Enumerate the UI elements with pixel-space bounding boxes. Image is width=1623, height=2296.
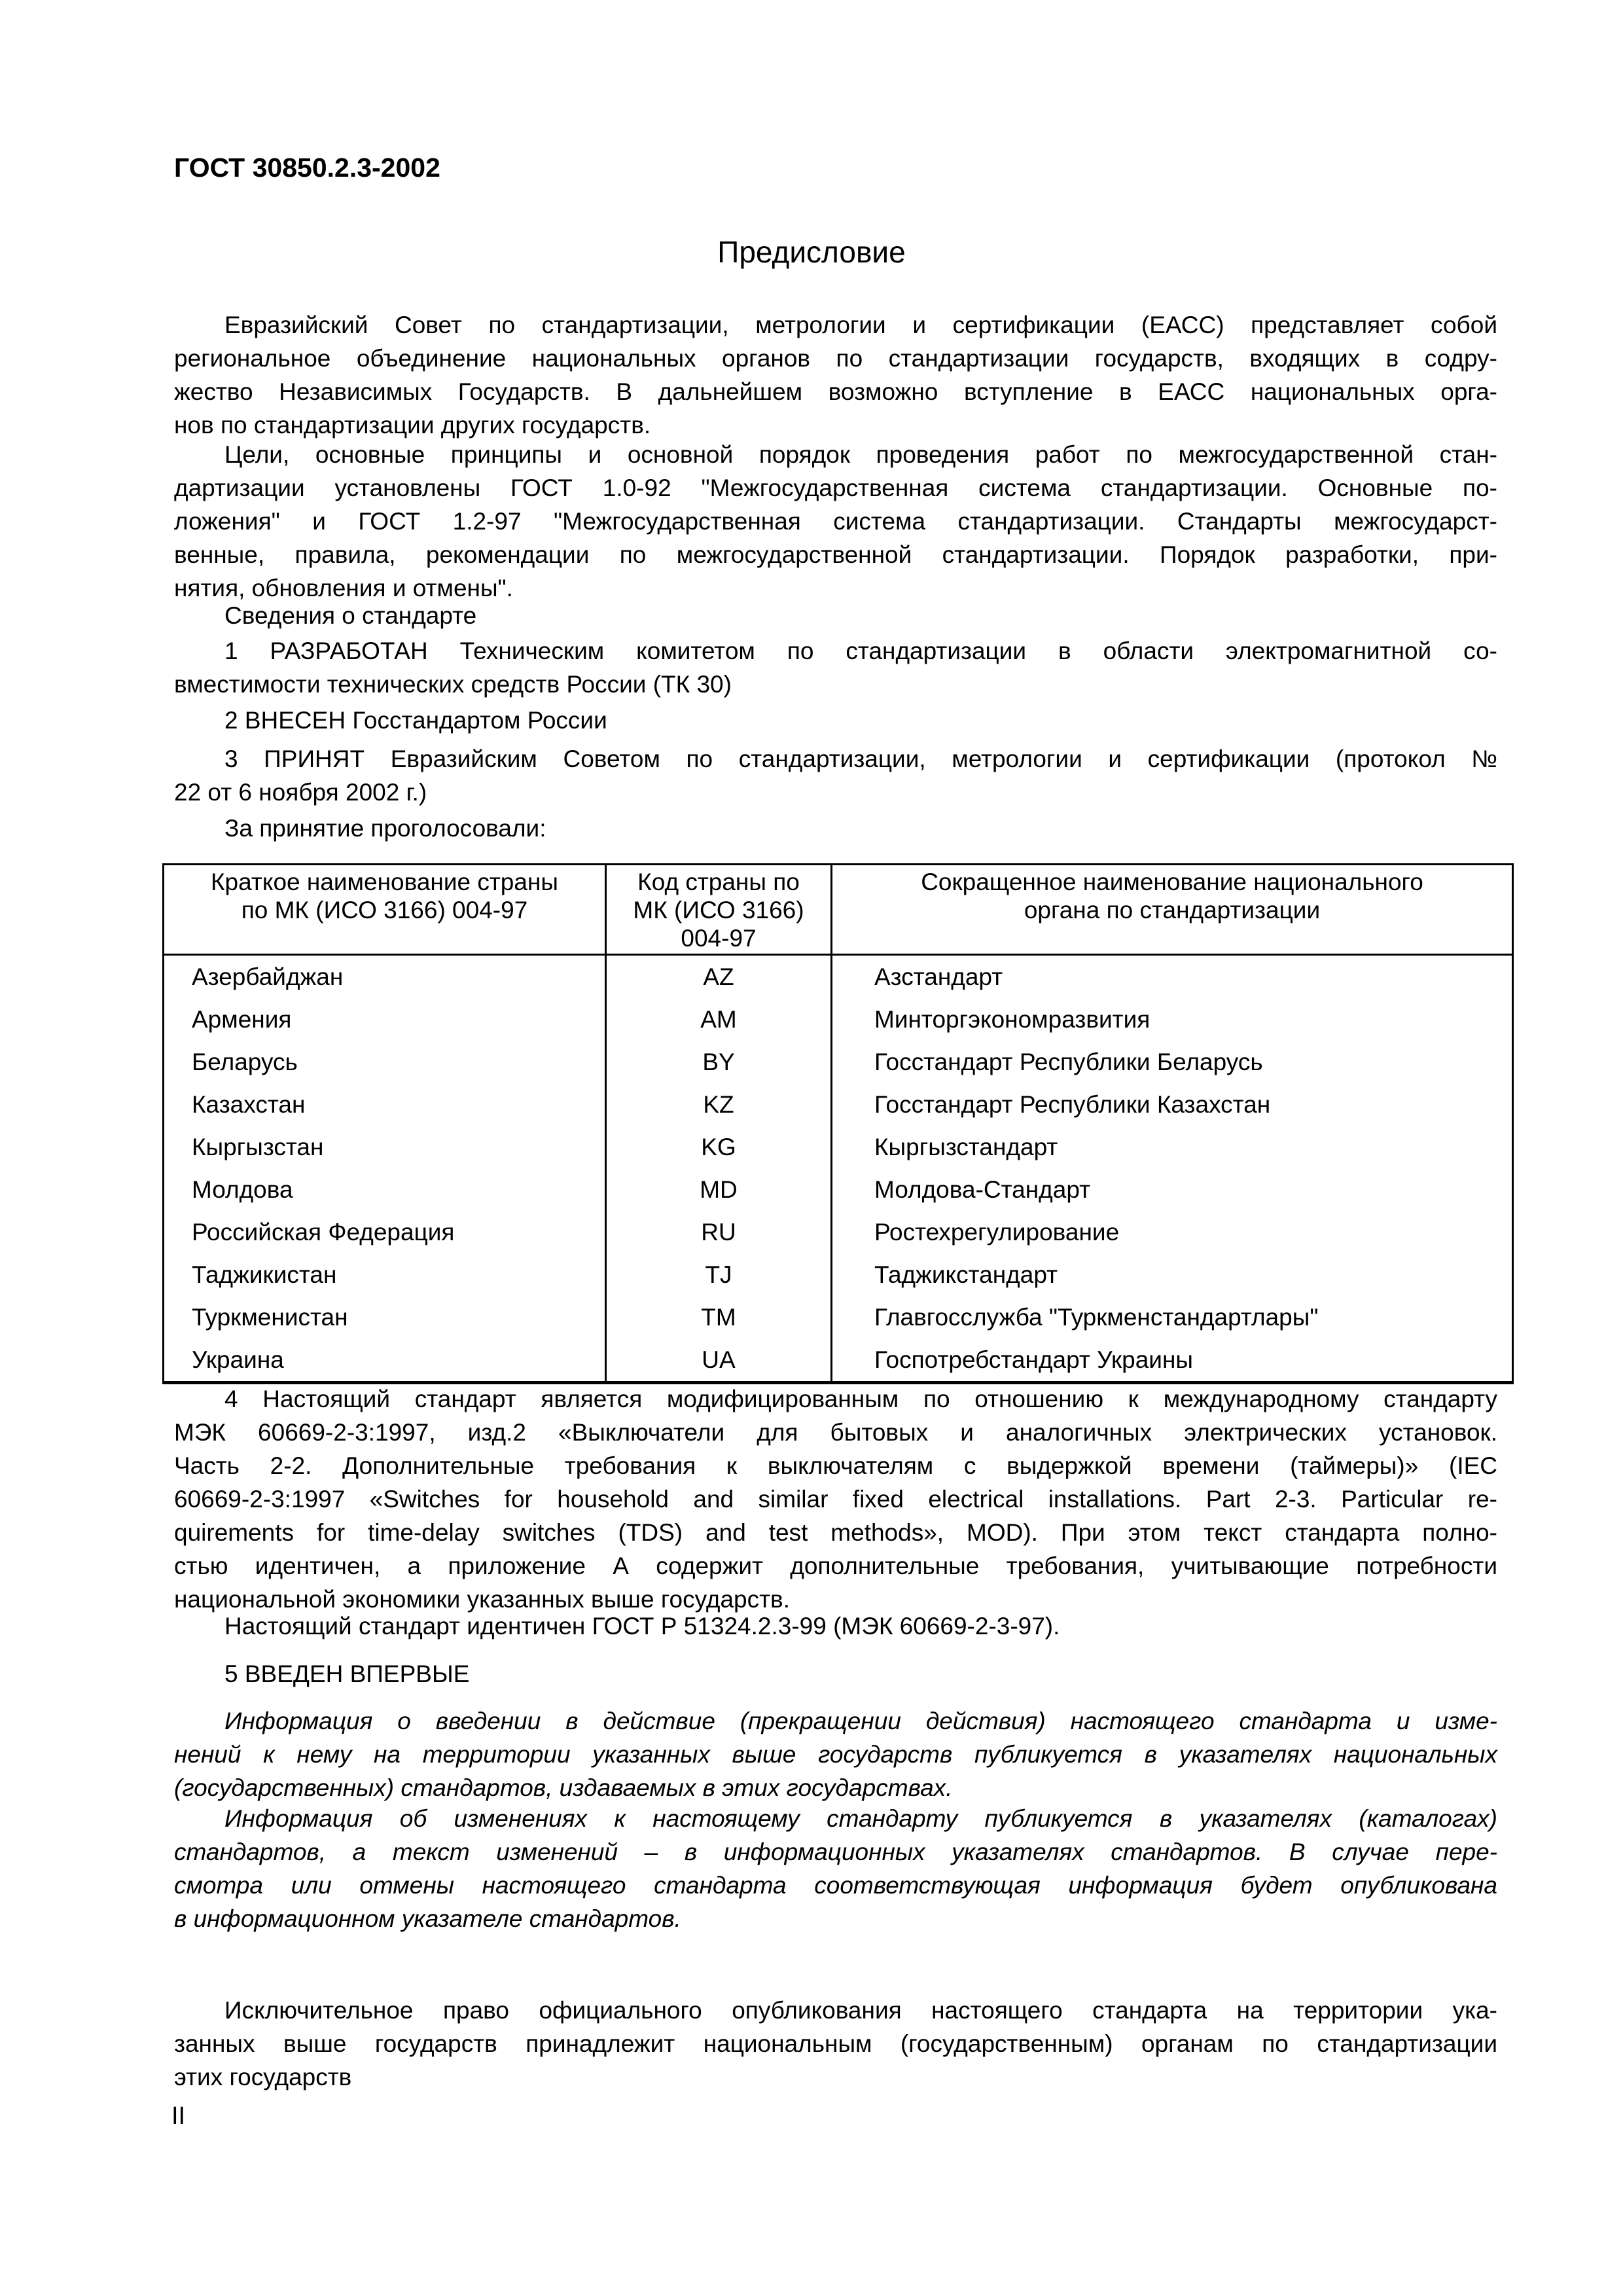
table-row xyxy=(164,1083,1513,1126)
text-line: МЭК 60669-2-3:1997, изд.2 «Выключатели для бытовых и аналогичных электрических установок. xyxy=(174,1419,1497,1446)
table-header-body xyxy=(832,865,1513,955)
country-cell: Российская Федерация xyxy=(164,1211,606,1253)
country-cell: Армения xyxy=(164,998,606,1041)
text-line: нятия, обновления и отмены". xyxy=(174,575,513,601)
header-line: органа по стандартизации xyxy=(1024,897,1321,924)
code-cell: RU xyxy=(606,1211,832,1253)
text-line: Настоящий стандарт идентичен ГОСТ Р 51324.2.3-99 (МЭК 60669-2-3-97). xyxy=(224,1613,1060,1640)
text-line: 1 РАЗРАБОТАН Техническим комитетом по стандартизации в области электромагнитной со- xyxy=(224,637,1497,664)
text-line: жество Независимых Государств. В дальнейшем возможно вступление в ЕАСС национальных орга- xyxy=(174,378,1497,405)
text-line: смотра или отмены настоящего стандарта соответствующая информация будет опубликована xyxy=(174,1872,1497,1899)
table-row xyxy=(164,1253,1513,1296)
paragraph-goals xyxy=(174,438,1497,605)
body-cell: Госстандарт Республики Беларусь xyxy=(832,1041,1513,1083)
body-cell: Главгосслужба "Туркменстандартлары" xyxy=(832,1296,1513,1338)
header-line: 004-97 xyxy=(681,925,757,952)
body-cell: Госстандарт Республики Казахстан xyxy=(832,1083,1513,1126)
text-line: вместимости технических средств России (ТК 30) xyxy=(174,671,732,698)
paragraph-voted xyxy=(174,812,1497,845)
paragraph-info-heading xyxy=(174,599,1497,632)
paragraph-item-5 xyxy=(174,1657,1497,1691)
text-line: Часть 2-2. Дополнительные требования к выключателям с выдержкой времени (таймеры)» (IEC xyxy=(174,1452,1497,1479)
text-line: (государственных) стандартов, издаваемых в этих государствах. xyxy=(174,1774,953,1801)
header-line: Краткое наименование страны xyxy=(211,869,558,895)
table-row xyxy=(164,1338,1513,1383)
voting-table xyxy=(162,863,1514,1384)
page-title: Предисловие xyxy=(717,235,906,269)
country-cell: Беларусь xyxy=(164,1041,606,1083)
text-line: Информация о введении в действие (прекращении действия) настоящего стандарта и изме- xyxy=(224,1708,1497,1734)
paragraph-info-italic-2 xyxy=(174,1802,1497,1935)
paragraph-item-2 xyxy=(174,704,1497,737)
text-line: нов по стандартизации других государств. xyxy=(174,412,651,439)
paragraph-item-4 xyxy=(174,1382,1497,1616)
code-cell: TJ xyxy=(606,1253,832,1296)
document-header: ГОСТ 30850.2.3-2002 xyxy=(174,152,440,183)
header-line: Сокращенное наименование национального xyxy=(921,869,1423,895)
text-line: дартизации установлены ГОСТ 1.0-92 "Межгосударственная система стандартизации. Основные по- xyxy=(174,475,1497,501)
text-line: quirements for time-delay switches (TDS) and test methods», MOD). При этом текст стандарта полно- xyxy=(174,1519,1497,1546)
text-line: Евразийский Совет по стандартизации, метрологии и сертификации (ЕАСС) представляет собой xyxy=(224,312,1497,338)
code-cell: TM xyxy=(606,1296,832,1338)
table-row xyxy=(164,1296,1513,1338)
text-line: 3 ПРИНЯТ Евразийским Советом по стандартизации, метрологии и сертификации (протокол № xyxy=(224,745,1497,772)
body-cell: Минторгэкономразвития xyxy=(832,998,1513,1041)
text-line: национальной экономики указанных выше государств. xyxy=(174,1586,790,1613)
code-cell: KZ xyxy=(606,1083,832,1126)
paragraph-item-3 xyxy=(174,742,1497,809)
text-line: Цели, основные принципы и основной порядок проведения работ по межгосударственной стан- xyxy=(224,441,1497,468)
header-line: Код страны по xyxy=(637,869,800,895)
country-cell: Туркменистан xyxy=(164,1296,606,1338)
table-row xyxy=(164,955,1513,999)
text-line: занных выше государств принадлежит национальным (государственным) органам по стандартизации xyxy=(174,2030,1497,2057)
body-cell: Кыргызстандарт xyxy=(832,1126,1513,1168)
body-cell: Госпотребстандарт Украины xyxy=(832,1338,1513,1383)
text-line: Исключительное право официального опубликования настоящего стандарта на территории ука- xyxy=(224,1997,1497,2024)
country-cell: Казахстан xyxy=(164,1083,606,1126)
code-cell: UA xyxy=(606,1338,832,1383)
text-line: этих государств xyxy=(174,2064,352,2090)
code-cell: AZ xyxy=(606,955,832,999)
header-line: по МК (ИСО 3166) 004-97 xyxy=(241,897,528,924)
table-row xyxy=(164,998,1513,1041)
paragraph-intro xyxy=(174,308,1497,442)
table-row xyxy=(164,1211,1513,1253)
text-line: Сведения о стандарте xyxy=(224,602,477,629)
body-cell: Азстандарт xyxy=(832,955,1513,999)
text-line: 60669-2-3:1997 «Switches for household and similar fixed electrical installations. Part 2-3. Particular re- xyxy=(174,1486,1497,1513)
paragraph-identical xyxy=(174,1609,1497,1643)
table-header-country xyxy=(164,865,606,955)
code-cell: BY xyxy=(606,1041,832,1083)
table-row xyxy=(164,1041,1513,1083)
body-cell: Молдова-Стандарт xyxy=(832,1168,1513,1211)
body-cell: Таджикстандарт xyxy=(832,1253,1513,1296)
code-cell: KG xyxy=(606,1126,832,1168)
paragraph-copyright xyxy=(174,1994,1497,2094)
text-line: 22 от 6 ноября 2002 г.) xyxy=(174,779,427,806)
table-row xyxy=(164,1126,1513,1168)
text-line: венные, правила, рекомендации по межгосударственной стандартизации. Порядок разработки, при- xyxy=(174,541,1497,568)
country-cell: Молдова xyxy=(164,1168,606,1211)
text-line: стандартов, а текст изменений – в информационных указателях стандартов. В случае пере- xyxy=(174,1839,1497,1865)
body-cell: Ростехрегулирование xyxy=(832,1211,1513,1253)
paragraph-item-1 xyxy=(174,634,1497,701)
text-line: За принятие проголосовали: xyxy=(224,815,546,842)
country-cell: Таджикистан xyxy=(164,1253,606,1296)
text-line: 4 Настоящий стандарт является модифицированным по отношению к международному стандарту xyxy=(224,1386,1497,1412)
table-header-code xyxy=(606,865,832,955)
header-line: МК (ИСО 3166) xyxy=(633,897,804,924)
page-number: II xyxy=(171,2102,186,2130)
paragraph-info-italic-1 xyxy=(174,1704,1497,1804)
code-cell: MD xyxy=(606,1168,832,1211)
code-cell: AM xyxy=(606,998,832,1041)
country-cell: Кыргызстан xyxy=(164,1126,606,1168)
country-cell: Украина xyxy=(164,1338,606,1383)
country-cell: Азербайджан xyxy=(164,955,606,999)
text-line: нений к нему на территории указанных выше государств публикуется в указателях национальных xyxy=(174,1741,1497,1768)
text-line: ложения" и ГОСТ 1.2-97 "Межгосударственная система стандартизации. Стандарты межгосударст- xyxy=(174,508,1497,535)
text-line: стью идентичен, а приложение А содержит дополнительные требования, учитывающие потребности xyxy=(174,1552,1497,1579)
text-line: Информация об изменениях к настоящему стандарту публикуется в указателях (каталогах) xyxy=(224,1805,1497,1832)
text-line: региональное объединение национальных органов по стандартизации государств, входящих в содру- xyxy=(174,345,1497,372)
text-line: в информационном указателе стандартов. xyxy=(174,1905,681,1932)
text-line: 2 ВНЕСЕН Госстандартом России xyxy=(224,707,607,734)
text-line: 5 ВВЕДЕН ВПЕРВЫЕ xyxy=(224,1660,470,1687)
table-row xyxy=(164,1168,1513,1211)
